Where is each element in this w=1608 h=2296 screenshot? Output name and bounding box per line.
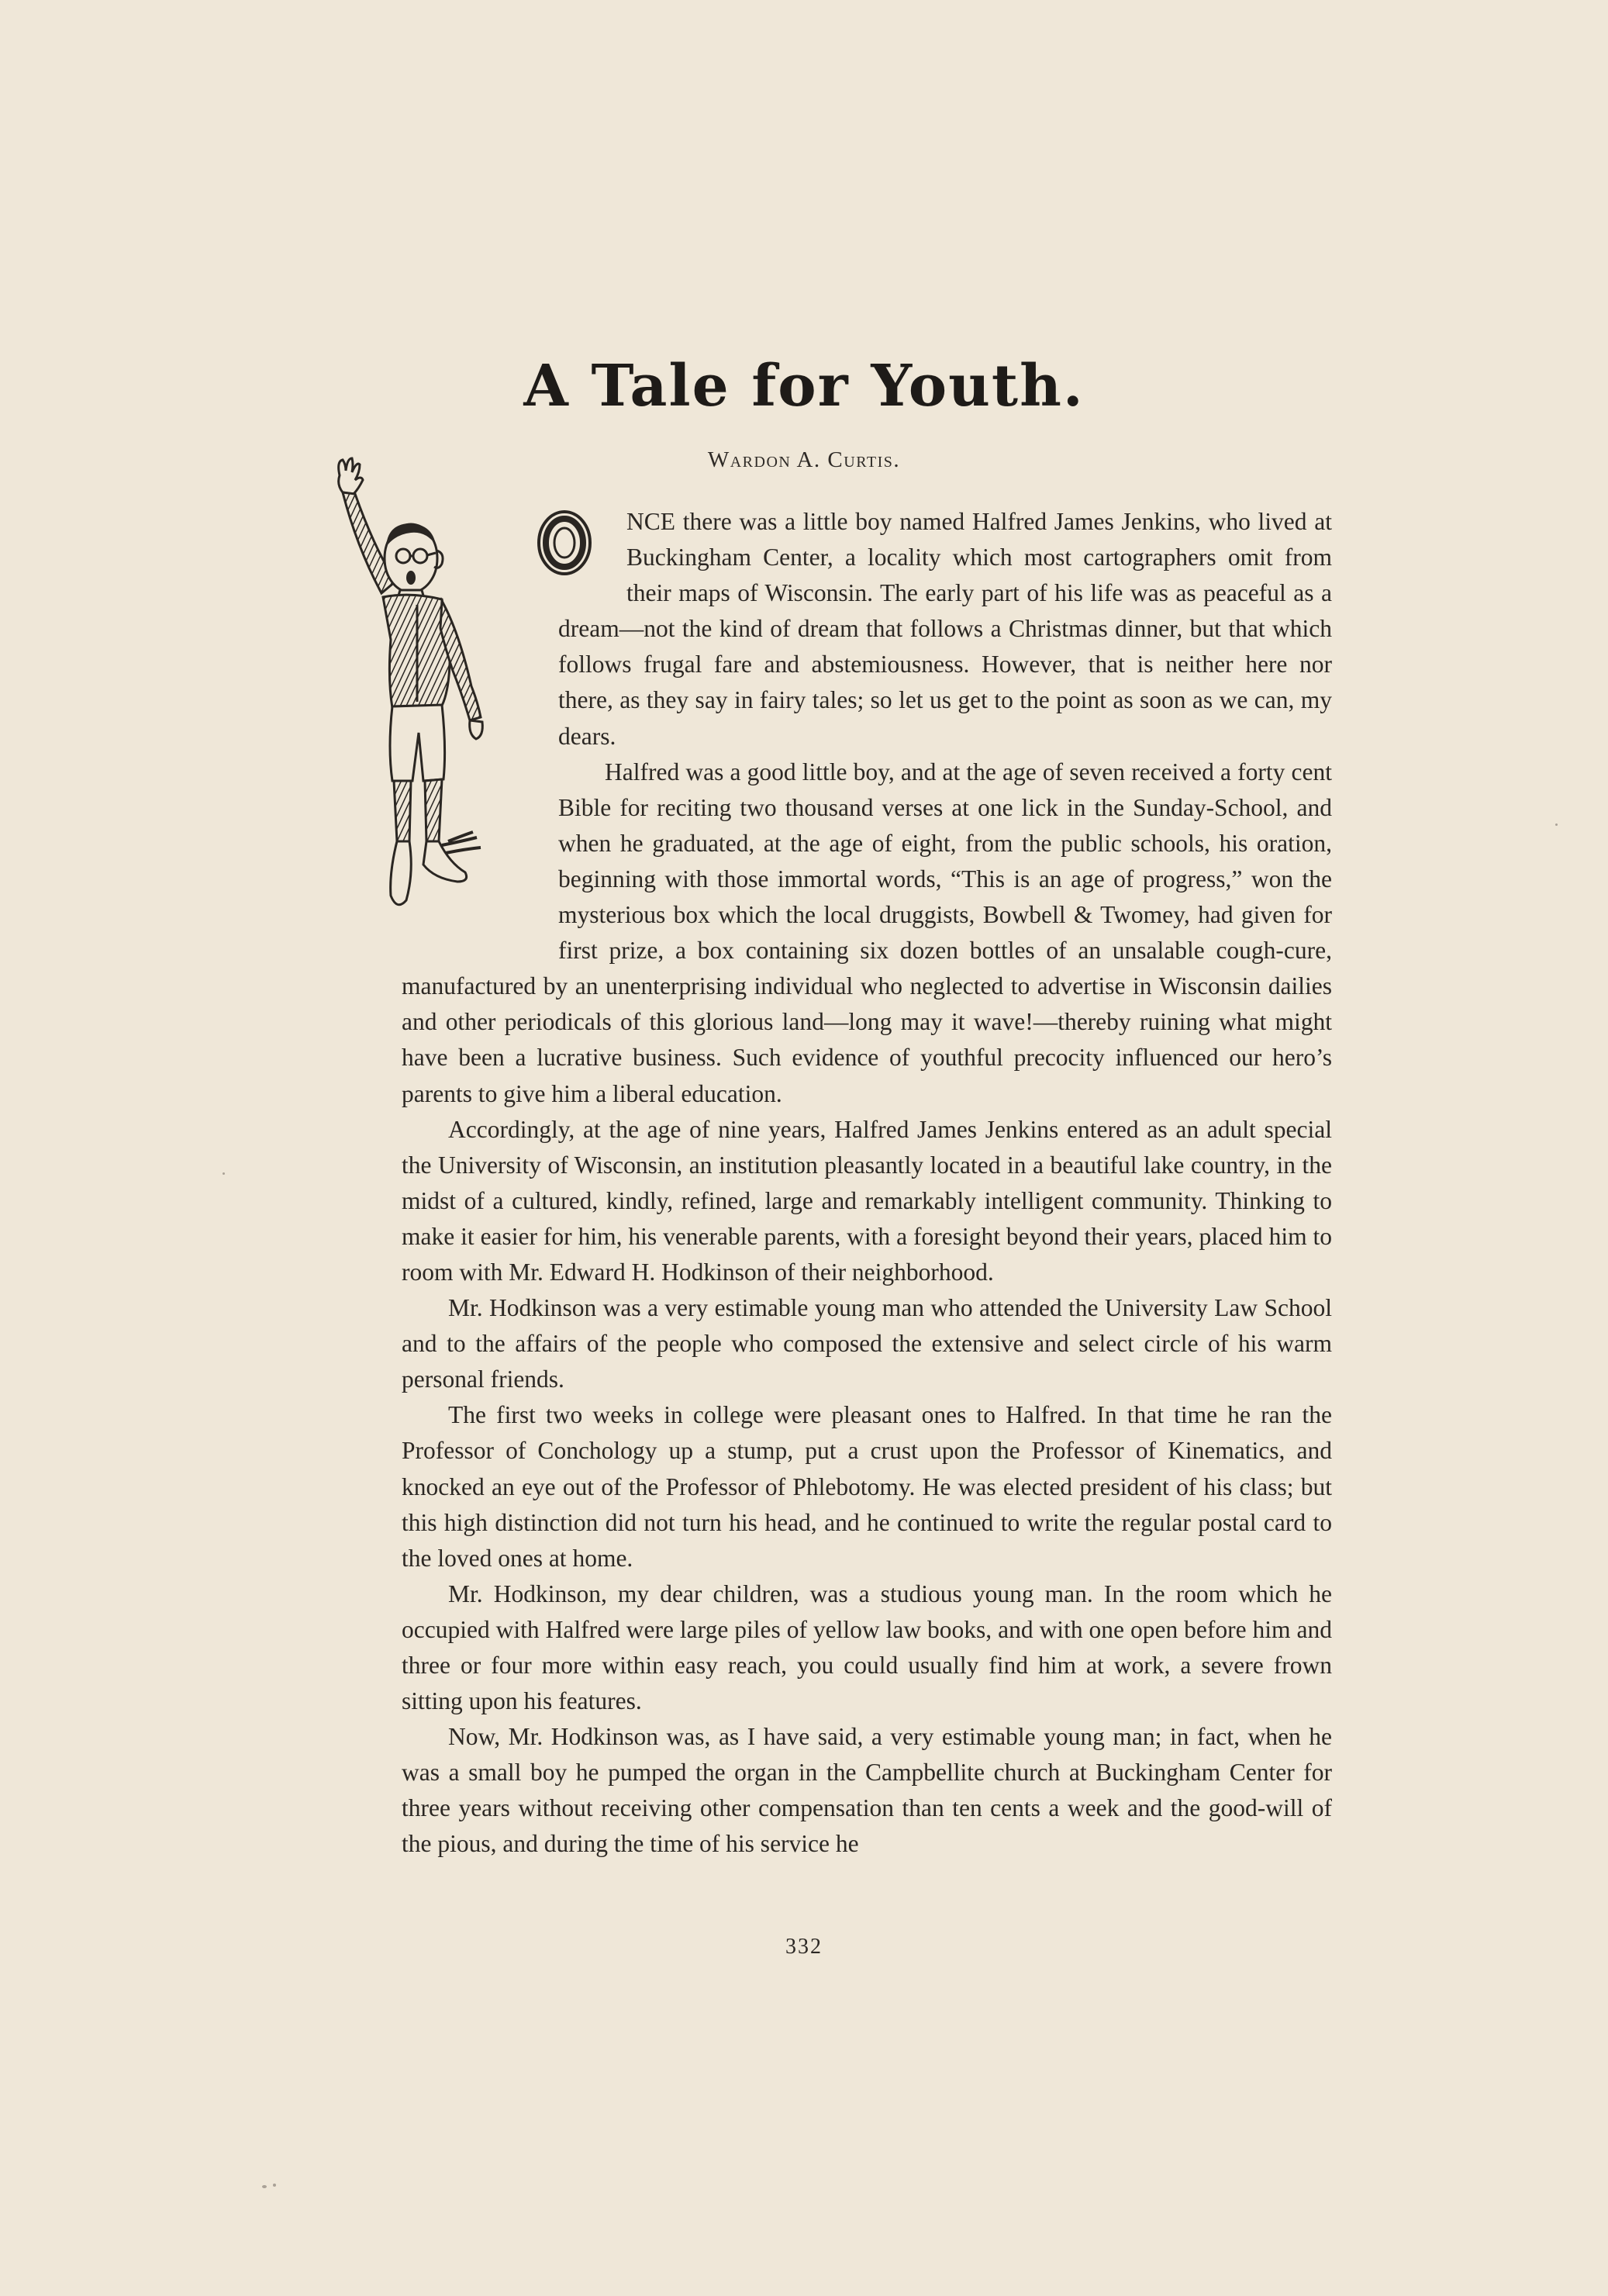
page-number: 332 bbox=[785, 1935, 823, 1959]
paragraph-6: Mr. Hodkinson, my dear children, was a studious young man. In the room which he occupied with Halfred were large piles of yellow law books, and with one open before him and three or four more within easy reach, you could usually find him at work, a severe frown sitting upon his features. bbox=[402, 1580, 1332, 1715]
drop-cap-spacer bbox=[558, 504, 626, 611]
paper-speck bbox=[273, 2184, 276, 2187]
paragraph-4: Mr. Hodkinson was a very estimable young man who attended the University Law School and to the affairs of the people who composed the extensive and select circle of his warm personal friends. bbox=[402, 1294, 1332, 1393]
paragraph-2: Halfred was a good little boy, and at the age of seven received a forty cent Bible for reciting two thousand verses at one lick in the Sunday-School, and when he graduated, at the age of eight, from the public schools, his oration, beginning with those immortal words, “This is an age of progress,” won the mysterious box which the local druggists, Bowbell & Twomey, had given for first prize, a box containing six dozen bottles of an unsalable cough-cure, manufactured by an unenterprising individual who neglected to advertise in Wisconsin dailies and other periodicals of this glorious land—long may it wave!—thereby ruining what might have been a lucrative business. Such evidence of youthful precocity influenced our hero’s parents to give him a liberal education. bbox=[402, 758, 1332, 1107]
article-body bbox=[402, 504, 1332, 1863]
article-author: Wardon A. Curtis. bbox=[707, 447, 901, 472]
paper-speck bbox=[223, 1172, 225, 1175]
article-title: A Tale for Youth. bbox=[523, 353, 1085, 419]
illustration-spacer bbox=[402, 504, 558, 963]
paragraph-5: The first two weeks in college were pleasant ones to Halfred. In that time he ran the Professor of Conchology up a stump, put a crust upon the Professor of Kinematics, and knocked an eye out of the Professor of Phlebotomy. He was elected president of his class; but this high distinction did not turn his head, and he continued to write the regular postal card to the loved ones at home. bbox=[402, 1401, 1332, 1572]
paragraph-7: Now, Mr. Hodkinson was, as I have said, a very estimable young man; in fact, when he was a small boy he pumped the organ in the Campbellite church at Buckingham Center for three years without receiving other compensation than ten cents a week and the good-will of the pious, and during the time of his service he bbox=[402, 1723, 1332, 1858]
paper-speck bbox=[1555, 823, 1558, 826]
paragraph-1: NCE there was a little boy named Halfred James Jenkins, who lived at Buckingham Center, a locality which most cartographers omit from their maps of Wisconsin. The early part of his life was as peaceful as a dream—not the kind of dream that follows a Christmas dinner, but that which follows frugal fare and abstemiousness. However, that is neither here nor there, as they say in fairy tales; so let us get to the point as soon as we can, my dears. bbox=[558, 508, 1332, 750]
paper-speck bbox=[262, 2185, 267, 2188]
paragraph-3: Accordingly, at the age of nine years, Halfred James Jenkins entered as an adult special the University of Wisconsin, an institution pleasantly located in a beautiful lake country, in the midst of a cultured, kindly, refined, large and remarkably intelligent community. Thinking to make it easier for him, his venerable parents, with a foresight beyond their years, placed him to room with Mr. Edward H. Hodkinson of their neighborhood. bbox=[402, 1115, 1332, 1286]
